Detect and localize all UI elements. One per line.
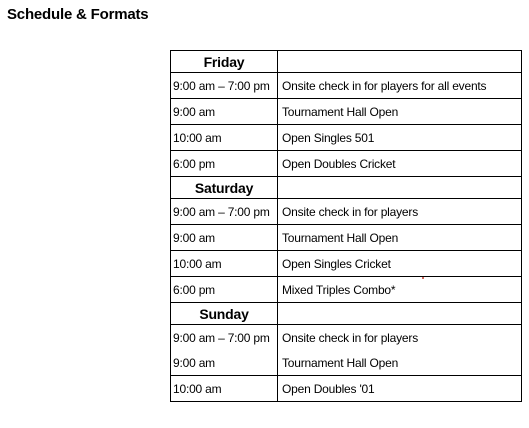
table-row	[171, 376, 522, 402]
table-row	[171, 325, 522, 351]
day-label: Sunday	[171, 303, 278, 325]
time-cell: 9:00 am – 7:00 pm	[171, 73, 278, 99]
table-row	[171, 99, 522, 125]
time-cell: 9:00 am	[171, 350, 278, 376]
event-cell: Onsite check in for players	[278, 199, 522, 225]
event-cell: Open Singles Cricket	[278, 251, 522, 277]
time-cell: 9:00 am – 7:00 pm	[171, 325, 278, 351]
day-label: Friday	[171, 51, 278, 73]
event-cell: Open Doubles '01	[278, 376, 522, 402]
page-title: Schedule & Formats	[7, 6, 149, 23]
time-cell: 9:00 am	[171, 99, 278, 125]
day-header-sunday	[171, 303, 522, 325]
day-label: Saturday	[171, 177, 278, 199]
event-cell: Mixed Triples Combo*	[278, 277, 522, 303]
time-cell: 10:00 am	[171, 376, 278, 402]
event-cell: Open Doubles Cricket	[278, 151, 522, 177]
event-cell: Tournament Hall Open	[278, 225, 522, 251]
time-cell: 10:00 am	[171, 125, 278, 151]
event-cell: Open Singles 501	[278, 125, 522, 151]
time-cell: 6:00 pm	[171, 277, 278, 303]
day-header-friday	[171, 51, 522, 73]
table-row	[171, 199, 522, 225]
empty-cell	[278, 51, 522, 73]
event-cell: Onsite check in for players for all events	[278, 73, 522, 99]
table-row	[171, 73, 522, 99]
table-row	[171, 251, 522, 277]
time-cell: 6:00 pm	[171, 151, 278, 177]
table-row	[171, 151, 522, 177]
table-row	[171, 225, 522, 251]
stray-dot-mark	[422, 277, 424, 279]
day-header-saturday	[171, 177, 522, 199]
time-cell: 9:00 am	[171, 225, 278, 251]
table-row	[171, 350, 522, 376]
empty-cell	[278, 177, 522, 199]
schedule-table	[170, 50, 522, 402]
time-cell: 9:00 am – 7:00 pm	[171, 199, 278, 225]
table-row	[171, 277, 522, 303]
empty-cell	[278, 303, 522, 325]
event-cell: Tournament Hall Open	[278, 99, 522, 125]
time-cell: 10:00 am	[171, 251, 278, 277]
event-cell: Onsite check in for players	[278, 325, 522, 351]
table-row	[171, 125, 522, 151]
event-cell: Tournament Hall Open	[278, 350, 522, 376]
